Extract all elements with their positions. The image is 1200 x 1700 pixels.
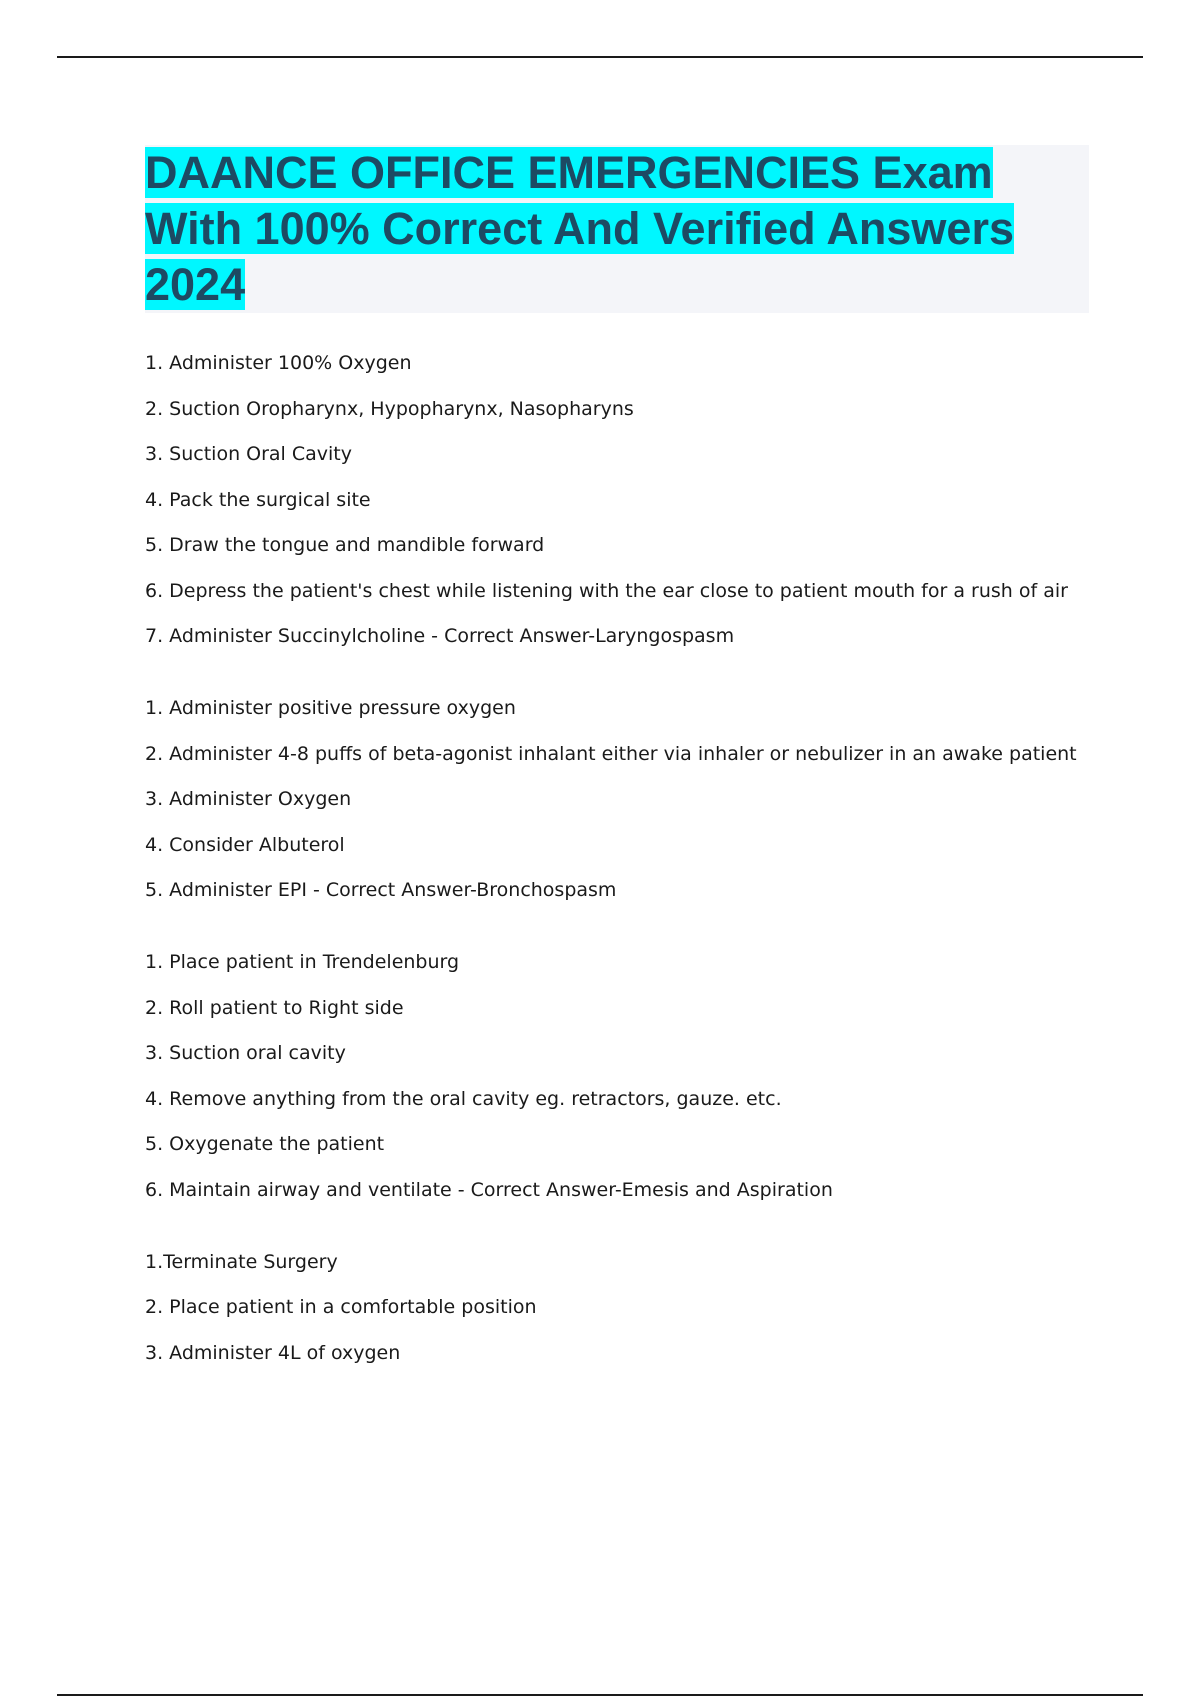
answer-list (145, 350, 1085, 1412)
list-item: 6. Maintain airway and ventilate - Correct Answer-Emesis and Aspiration (145, 1178, 833, 1201)
list-item: 3. Suction Oral Cavity (145, 443, 353, 465)
list-item: 3. Administer Oxygen (145, 788, 352, 810)
list-item: 4. Pack the surgical site (145, 488, 371, 511)
title-line-2: With 100% Correct And Verified Answers (145, 203, 1014, 254)
list-item: 1. Administer positive pressure oxygen (145, 697, 516, 719)
question-group-laryngospasm (145, 350, 1085, 649)
list-item: 1.Terminate Surgery (145, 1250, 338, 1273)
list-item: 5. Draw the tongue and mandible forward (145, 534, 545, 556)
title-highlight (145, 147, 1014, 310)
list-item: 1. Administer 100% Oxygen (145, 352, 412, 374)
list-item: 7. Administer Succinylcholine - Correct Answer-Laryngospasm (145, 625, 735, 647)
title-block (145, 145, 1089, 313)
title-line-1: DAANCE OFFICE EMERGENCIES Exam (145, 147, 993, 198)
list-item: 3. Suction oral cavity (145, 1042, 346, 1064)
list-item: 5. Oxygenate the patient (145, 1133, 385, 1155)
list-item: 2. Place patient in a comfortable position (145, 1296, 537, 1318)
page-title (145, 145, 1089, 313)
question-group-emesis-aspiration (145, 949, 1085, 1203)
list-item: 5. Administer EPI - Correct Answer-Bronchospasm (145, 879, 617, 901)
list-item: 4. Remove anything from the oral cavity eg. retractors, gauze. etc. (145, 1087, 782, 1110)
list-item: 1. Place patient in Trendelenburg (145, 951, 460, 973)
list-item: 2. Suction Oropharynx, Hypopharynx, Nasopharyns (145, 397, 634, 420)
question-group-bronchospasm (145, 695, 1085, 903)
question-group-terminate-surgery (145, 1249, 1085, 1366)
list-item: 2. Administer 4-8 puffs of beta-agonist inhalant either via inhaler or nebulizer in an awake patient (145, 742, 1077, 765)
list-item: 2. Roll patient to Right side (145, 996, 404, 1019)
list-item: 3. Administer 4L of oxygen (145, 1341, 401, 1364)
list-item: 4. Consider Albuterol (145, 833, 345, 856)
top-divider (57, 56, 1143, 58)
title-line-3: 2024 (145, 259, 246, 310)
list-item: 6. Depress the patient's chest while listening with the ear close to patient mouth for a rush of air (145, 579, 1068, 602)
bottom-divider (57, 1694, 1143, 1696)
